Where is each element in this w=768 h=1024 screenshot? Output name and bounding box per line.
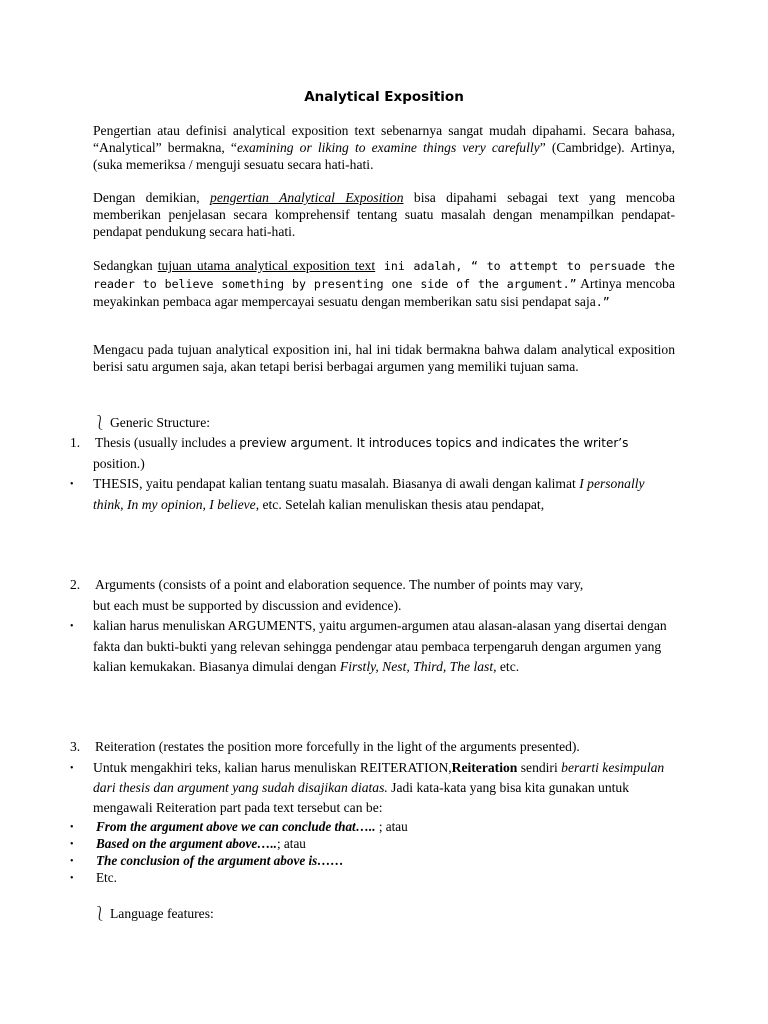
reiteration-bullet-text-1: Untuk mengakhiri teks, kalian harus menuliskan REITERATION, [93, 760, 452, 775]
example-phrase: From the argument above we can conclude that….. [96, 819, 376, 834]
item-text [95, 433, 628, 453]
item-number: 2. [70, 577, 81, 592]
arguments-continuation: but each must be supported by discussion and evidence). [93, 598, 402, 613]
paragraph-definition [93, 122, 675, 173]
bullet-glyph: • [70, 856, 74, 867]
thesis-bullet-text-1: THESIS, yaitu pendapat kalian tentang suatu masalah. Biasanya di awali dengan kalimat [93, 476, 580, 491]
example-text [96, 835, 306, 852]
bullet-glyph: • [70, 621, 74, 632]
bullet-glyph: • [70, 479, 74, 490]
paragraph-note: Mengacu pada tujuan analytical exposition ini, hal ini tidak bermakna bahwa dalam analytical exposition berisi satu argumen saja, akan tetapi berisi berbagai argumen yang memiliki tujuan sama. [93, 342, 675, 374]
meaning-text-1: Dengan demikian, [93, 190, 211, 205]
reiteration-bold: Reiteration [451, 760, 518, 775]
definition-quote: examining or liking to examine things very carefully [236, 140, 540, 155]
example-phrase: The conclusion of the argument above is…… [96, 853, 344, 868]
bullet-glyph: • [70, 839, 74, 850]
example-text [96, 852, 344, 869]
thesis-text-1: Thesis (usually includes a [95, 435, 240, 450]
example-suffix: ; atau [276, 836, 306, 851]
thesis-bullet-italic: I personally think, In my opinion, I believe [93, 476, 645, 512]
arguments-bullet-text-1: kalian harus menuliskan ARGUMENTS, yaitu argumen-argumen atau alasan-alasan yang disertai dengan fakta dan bukti-bukti yang relevan sehingga pendengar atau pembaca terpengaruh dengan argumen yang kalian kemukakan. Biasanya dimulai dengan [93, 618, 667, 674]
item-number: 3. [70, 739, 81, 754]
purpose-close-quote: .” [595, 295, 610, 309]
paragraph-purpose [93, 257, 675, 311]
thesis-text-2: preview argument. It introduces topics and indicates the writer’s [239, 436, 629, 450]
item-number: 1. [70, 435, 81, 450]
purpose-text-2: Artinya mencoba meyakinkan pembaca agar mempercayai sesuatu dengan memberikan satu sisi pendapat saja [93, 276, 675, 309]
example-suffix: ; atau [375, 819, 408, 834]
meaning-underlined-term: pengertian Analytical Exposition [210, 190, 404, 205]
reiteration-bullet-italic: berarti kesimpulan dari thesis dan argument yang sudah disajikan diatas. [93, 760, 665, 795]
thesis-bullet-text-2: , etc. Setelah kalian menuliskan thesis atau pendapat, [255, 496, 545, 512]
page-title: Analytical Exposition [304, 89, 464, 105]
reiteration-bullet-text-3: Jadi kata-kata yang bisa kita gunakan untuk mengawali Reiteration part pada text tersebut can be: [93, 780, 629, 815]
thesis-bullet-text [93, 474, 673, 515]
generic-structure-heading: ⎱ Generic Structure: [93, 415, 211, 430]
reiteration-bullet-text [93, 758, 673, 818]
bullet-glyph: • [70, 763, 74, 774]
purpose-text-1: Sedangkan [93, 258, 158, 273]
definition-text-1: Pengertian atau definisi analytical exposition text sebenarnya sangat mudah dipahami. Secara bahasa, “Analytical” bermakna, “ [93, 123, 675, 155]
purpose-quote: ini adalah, “ to attempt to persuade the reader to believe something by presenting one side of the argument.” [93, 259, 675, 291]
bullet-glyph: • [70, 873, 74, 884]
arguments-bullet-text-2: , etc. [493, 659, 520, 674]
arguments-bullet-text [93, 616, 673, 678]
meaning-text-2: bisa dipahami sebagai text yang mencoba memberikan penjelasan secara komprehensif tentang suatu masalah dengan menampilkan pendapat-pendapat pendukung secara hati-hati. [93, 190, 675, 239]
bullet-glyph: • [70, 822, 74, 833]
example-text [96, 869, 117, 886]
purpose-underlined-term: tujuan utama analytical exposition text [157, 258, 376, 273]
item-text: Arguments (consists of a point and elaboration sequence. The number of points may vary, [95, 577, 584, 592]
example-suffix: Etc. [96, 870, 117, 885]
example-text [96, 818, 408, 835]
reiteration-bullet-text-2: sendiri [517, 760, 562, 775]
paragraph-meaning [93, 189, 675, 240]
example-phrase: Based on the argument above….. [96, 836, 277, 851]
thesis-continuation: position.) [93, 456, 145, 471]
item-text: Reiteration (restates the position more forcefully in the light of the arguments presented). [95, 739, 580, 754]
language-features-heading: ⎱ Language features: [93, 906, 214, 921]
definition-text-2: ” (Cambridge). Artinya, (suka memeriksa / menguji sesuatu secara hati-hati. [93, 140, 675, 172]
arguments-bullet-italic: Firstly, Nest, Third, The last [339, 659, 494, 674]
